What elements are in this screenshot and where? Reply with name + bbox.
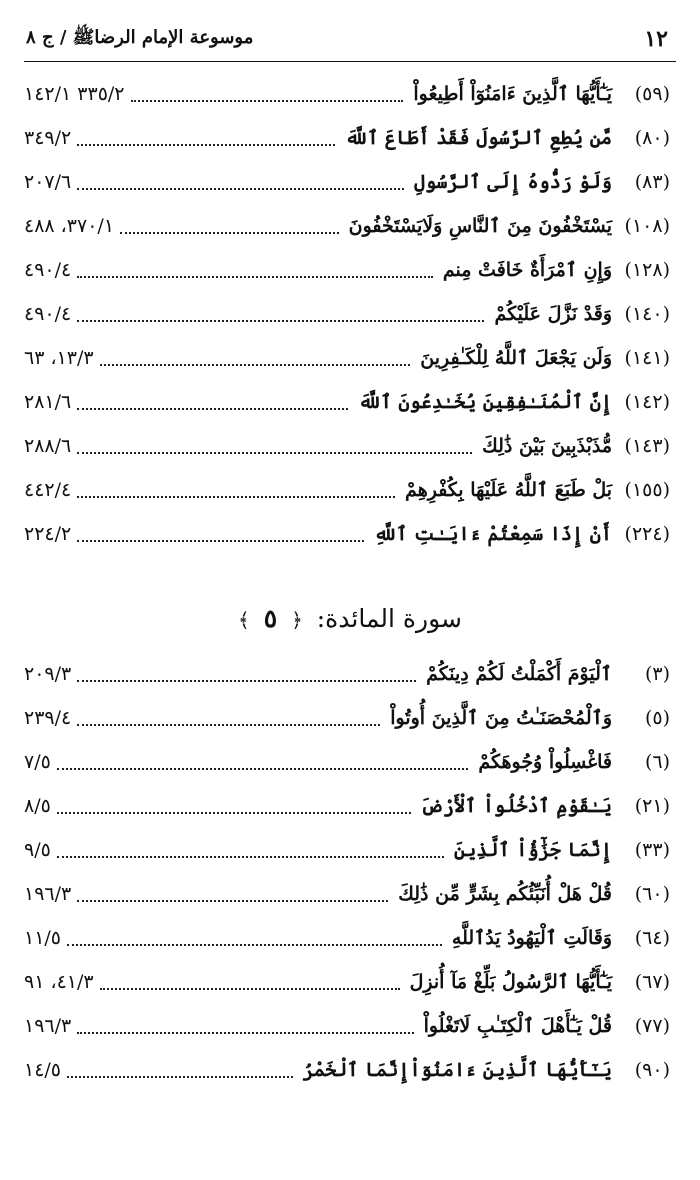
dot-leader (57, 810, 411, 814)
index-entry (24, 72, 676, 116)
verse-text: يَسْتَخْفُونَ مِنَ ٱلنَّاسِ وَلَايَسْتَخْفُونَ (348, 215, 612, 237)
dot-leader (77, 722, 380, 726)
volume-page-refs: ٢٢٤/٢ (24, 523, 72, 545)
index-entry (24, 1004, 676, 1048)
dot-leader (57, 854, 444, 858)
verse-text: وَإِنِ ٱمْرَأَةٌ خَافَتْ مِنم (442, 259, 612, 281)
verse-text: أَنْ إِذَا سَمِعْتُمْ ءَايَـٰتِ ٱللَّهِ (374, 523, 612, 545)
index-entry (24, 740, 676, 784)
verse-text: بَلْ طَبَعَ ٱللَّهُ عَلَيْهَا بِكُفْرِهِمْ (405, 479, 612, 501)
dot-leader (77, 494, 395, 498)
volume-page-refs: ٣٣٥/٢ ١٤٢/١ (24, 83, 125, 105)
dot-leader (77, 318, 484, 322)
index-entry (24, 652, 676, 696)
running-title: موسوعة الإمام الرضاﷺ / ج ٨ (26, 27, 254, 48)
verse-text: وَلَوْ رَدُّوهُ إِلَى ٱلرَّسُولِ (414, 171, 612, 193)
verse-text: مُّذَبْذَبِينَ بَيْنَ ذَٰلِكَ (482, 435, 612, 457)
dot-leader (77, 142, 335, 146)
verse-text: يَـٰقَوْمِ ٱدْخُلُواْ ٱلْأَرْضَ (420, 795, 612, 817)
volume-page-refs: ٤٩٠/٤ (24, 259, 72, 281)
volume-page-refs: ١٤/٥ (24, 1059, 62, 1081)
index-entry (24, 828, 676, 872)
header-rule (24, 61, 676, 62)
dot-leader (77, 450, 472, 454)
volume-page-refs: ٢٨١/٦ (24, 391, 72, 413)
index-entry (24, 872, 676, 916)
volume-page-refs: ٢٣٩/٤ (24, 707, 72, 729)
verse-text: وَٱلْمُحْصَنَـٰتُ مِنَ ٱلَّذِينَ أُوتُواْ (390, 707, 612, 729)
index-entry (24, 960, 676, 1004)
dot-leader (77, 678, 416, 682)
verse-number: (١٤٠) (624, 303, 670, 325)
index-entry (24, 916, 676, 960)
dot-leader (120, 230, 339, 234)
verse-number: (٨٠) (634, 127, 670, 149)
verse-text: يَـٰٓأَيُّهَا ٱلَّذِينَ ءَامَنُوٓاْ أَطِيعُواْ (413, 83, 612, 105)
index-list-al-maidah (24, 652, 676, 1092)
index-entry (24, 1048, 676, 1092)
surah-name: سورة المائدة: (316, 604, 462, 633)
verse-number: (١٢٨) (624, 259, 670, 281)
verse-number: (١٤٣) (624, 435, 670, 457)
volume-page-refs: ٨/٥ (24, 795, 51, 817)
verse-text: يَـٰٓأَيُّهَا ٱلَّذِينَ ءَامَنُوٓاْإِنَّمَا ٱلْخَمْرُ (302, 1059, 612, 1081)
index-entry (24, 696, 676, 740)
verse-text: مَّن يُطِعِ ٱلرَّسُولَ فَقَدْ أَطَاعَ ٱللَّهَ (345, 127, 612, 149)
volume-page-refs: ٢٨٨/٦ (24, 435, 72, 457)
verse-text: يَـٰٓأَيُّهَا ٱلرَّسُولُ بَلِّغْ مَآ أُنزِلَ (409, 971, 612, 993)
dot-leader (77, 406, 348, 410)
verse-number: (١٤٢) (624, 391, 670, 413)
verse-text: وَلَن يَجْعَلَ ٱللَّهُ لِلْكَـٰفِرِينَ (420, 347, 612, 369)
index-entry (24, 380, 676, 424)
verse-text: ٱلْيَوْمَ أَكْمَلْتُ لَكُمْ دِينَكُمْ (426, 663, 612, 685)
book-page (24, 0, 676, 1180)
dot-leader (77, 274, 433, 278)
dot-leader (100, 362, 411, 366)
surah-number: ٥ (263, 604, 278, 633)
verse-number: (١٤١) (624, 347, 670, 369)
volume-page-refs: ٢٠٧/٦ (24, 171, 72, 193)
volume-page-refs: ١٩٦/٣ (24, 883, 72, 905)
index-entry (24, 248, 676, 292)
index-entry (24, 468, 676, 512)
index-list-an-nisa (24, 72, 676, 556)
dot-leader (57, 766, 469, 770)
ornamental-bracket-open: ﴿ (291, 608, 303, 632)
volume-page-refs: ٤٩٠/٤ (24, 303, 72, 325)
verse-number: (٧٧) (634, 1015, 670, 1037)
volume-page-refs: ٢٠٩/٣ (24, 663, 72, 685)
volume-page-refs: ١٩٦/٣ (24, 1015, 72, 1037)
verse-number: (٢٢٤) (624, 523, 670, 545)
index-entry (24, 160, 676, 204)
dot-leader (77, 1030, 413, 1034)
index-entry (24, 116, 676, 160)
index-entry (24, 784, 676, 828)
dot-leader (77, 186, 404, 190)
dot-leader (77, 898, 388, 902)
volume-page-refs: ١٣/٣، ٦٣ (24, 347, 94, 369)
volume-page-refs: ١١/٥ (24, 927, 62, 949)
page-number: ١٢ (644, 26, 668, 52)
verse-text: إِنَّ ٱلْمُنَـٰفِقِينَ يُخَـٰدِعُونَ ٱللَّهَ (358, 391, 612, 413)
dot-leader (131, 98, 404, 102)
verse-number: (٣٣) (634, 839, 670, 861)
volume-page-refs: ٤١/٣، ٩١ (24, 971, 94, 993)
verse-text: وَقَالَتِ ٱلْيَهُودُ يَدُٱللَّهِ (451, 927, 612, 949)
verse-text: قُلْ يَـٰٓأَهْلَ ٱلْكِتَـٰبِ لَاتَغْلُواْ (423, 1015, 612, 1037)
verse-number: (٣) (644, 663, 670, 685)
dot-leader (77, 538, 364, 542)
dot-leader (67, 1074, 293, 1078)
verse-number: (٦) (644, 751, 670, 773)
dot-leader (67, 942, 442, 946)
index-entry (24, 424, 676, 468)
verse-text: فَاغْسِلُواْ وُجُوهَكُمْ (478, 751, 612, 773)
verse-number: (٦٤) (634, 927, 670, 949)
verse-text: إِنَّمَا جَزَٰٓؤُاْ ٱلَّذِينَ (454, 839, 612, 861)
verse-number: (٥) (644, 707, 670, 729)
index-entry (24, 292, 676, 336)
verse-text: وَقَدْ نَزَّلَ عَلَيْكُمْ (494, 303, 612, 325)
verse-number: (٢١) (634, 795, 670, 817)
index-entry (24, 336, 676, 380)
volume-page-refs: ٩/٥ (24, 839, 51, 861)
index-entry (24, 204, 676, 248)
verse-number: (٦٠) (634, 883, 670, 905)
verse-number: (٩٠) (634, 1059, 670, 1081)
volume-page-refs: ٧/٥ (24, 751, 51, 773)
ornamental-bracket-close: ﴾ (238, 608, 250, 632)
verse-text: قُلْ هَلْ أُنَبِّئُكُم بِشَرٍّ مِّن ذَٰلِكَ (398, 883, 612, 905)
page-header (24, 22, 676, 56)
verse-number: (١٠٨) (624, 215, 670, 237)
dot-leader (100, 986, 400, 990)
verse-number: (٥٩) (634, 83, 670, 105)
verse-number: (٦٧) (634, 971, 670, 993)
volume-page-refs: ٤٤٢/٤ (24, 479, 72, 501)
verse-number: (٨٣) (634, 171, 670, 193)
verse-number: (١٥٥) (624, 479, 670, 501)
index-entry (24, 512, 676, 556)
volume-page-refs: ٣٤٩/٢ (24, 127, 72, 149)
volume-page-refs: ٣٧٠/١، ٤٨٨ (24, 215, 115, 237)
surah-heading (24, 604, 676, 644)
